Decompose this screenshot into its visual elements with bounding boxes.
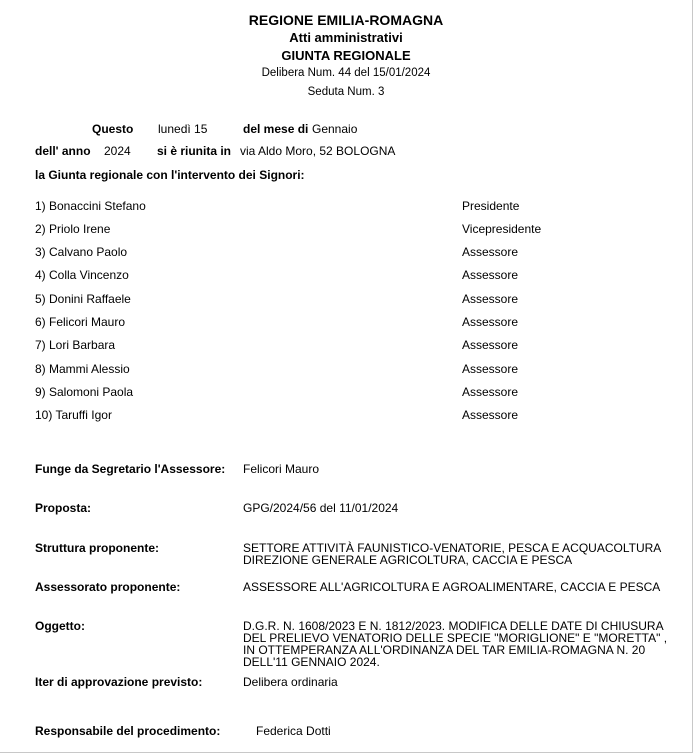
seduta-number: Seduta Num. 3 bbox=[307, 86, 385, 98]
oggetto-line: D.G.R. N. 1608/2023 E N. 1812/2023. MODIFICA DELLE DATE DI CHIUSURA bbox=[243, 619, 664, 633]
segretario-value: Felicori Mauro bbox=[243, 462, 320, 476]
month-label: del mese di bbox=[243, 122, 309, 136]
meeting-day: lunedì 15 bbox=[158, 122, 208, 136]
region-title: REGIONE EMILIA-ROMAGNA bbox=[248, 12, 444, 28]
member-name: 2) Priolo Irene bbox=[35, 222, 111, 236]
struttura-label: Struttura proponente: bbox=[35, 541, 159, 555]
meeting-month: Gennaio bbox=[312, 122, 358, 136]
member-role: Assessore bbox=[462, 338, 519, 352]
meeting-year: 2024 bbox=[104, 144, 131, 158]
oggetto-line: IN OTTEMPERANZA ALL'ORDINANZA DEL TAR EMILIA-ROMAGNA N. 20 bbox=[243, 643, 646, 657]
delibera-number: Delibera Num. 44 del 15/01/2024 bbox=[261, 67, 431, 79]
member-name: 10) Taruffi Igor bbox=[35, 408, 112, 422]
iter-label: Iter di approvazione previsto: bbox=[35, 675, 203, 689]
member-role: Assessore bbox=[462, 385, 519, 399]
struttura-line: DIREZIONE GENERALE AGRICOLTURA, CACCIA E PESCA bbox=[243, 553, 573, 567]
oggetto-line: DEL PRELIEVO VENATORIO DELLE SPECIE "MORIGLIONE" E "MORETTA" , bbox=[243, 631, 668, 645]
member-name: 4) Colla Vincenzo bbox=[35, 268, 129, 282]
member-role: Assessore bbox=[462, 408, 519, 422]
member-role: Assessore bbox=[462, 268, 519, 282]
struttura-line: SETTORE ATTIVITÀ FAUNISTICO-VENATORIE, PESCA E ACQUACOLTURA bbox=[243, 541, 662, 555]
member-name: 9) Salomoni Paola bbox=[35, 385, 134, 399]
meeting-place: via Aldo Moro, 52 BOLOGNA bbox=[240, 144, 396, 158]
document-subtitle: Atti amministrativi bbox=[289, 30, 403, 45]
questo-label: Questo bbox=[92, 122, 134, 136]
member-role: Assessore bbox=[462, 315, 519, 329]
attendance-intro: la Giunta regionale con l'intervento dei Signori: bbox=[35, 168, 305, 182]
member-name: 7) Lori Barbara bbox=[35, 338, 116, 352]
body-title: GIUNTA REGIONALE bbox=[281, 48, 411, 63]
oggetto-value bbox=[243, 620, 667, 668]
member-role: Presidente bbox=[462, 199, 520, 213]
segretario-label: Funge da Segretario l'Assessore: bbox=[35, 462, 226, 476]
member-role: Assessore bbox=[462, 245, 519, 259]
proposta-value: GPG/2024/56 del 11/01/2024 bbox=[243, 501, 399, 515]
member-name: 6) Felicori Mauro bbox=[35, 315, 126, 329]
oggetto-label: Oggetto: bbox=[35, 619, 85, 633]
responsabile-label: Responsabile del procedimento: bbox=[35, 724, 221, 738]
member-role: Assessore bbox=[462, 362, 519, 376]
year-label: dell' anno bbox=[35, 144, 91, 158]
member-role: Assessore bbox=[462, 292, 519, 306]
assessorato-value: ASSESSORE ALL'AGRICOLTURA E AGROALIMENTARE, CACCIA E PESCA bbox=[243, 580, 661, 594]
member-name: 8) Mammi Alessio bbox=[35, 362, 130, 376]
member-role: Vicepresidente bbox=[462, 222, 542, 236]
member-name: 1) Bonaccini Stefano bbox=[35, 199, 146, 213]
proposta-label: Proposta: bbox=[35, 501, 92, 515]
member-name: 5) Donini Raffaele bbox=[35, 292, 131, 306]
struttura-value bbox=[243, 542, 661, 566]
member-name: 3) Calvano Paolo bbox=[35, 245, 128, 259]
responsabile-value: Federica Dotti bbox=[256, 724, 331, 738]
assessorato-label: Assessorato proponente: bbox=[35, 580, 181, 594]
iter-value: Delibera ordinaria bbox=[243, 675, 338, 689]
place-label: si è riunita in bbox=[157, 144, 232, 158]
oggetto-line: DELL'11 GENNAIO 2024. bbox=[243, 655, 380, 669]
